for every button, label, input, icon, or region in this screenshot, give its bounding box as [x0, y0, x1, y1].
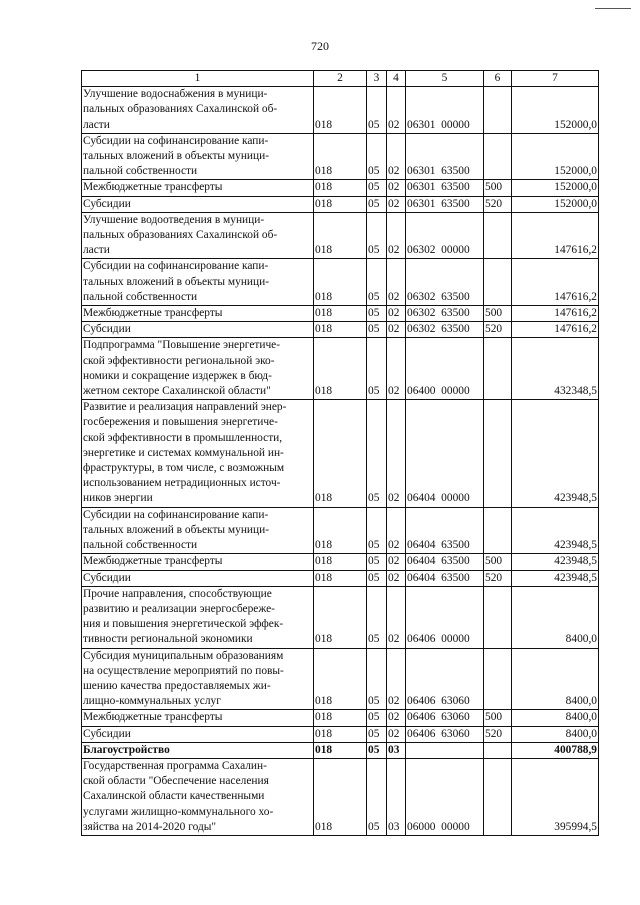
row-name: Субсидии на софинансирование капи- тальных вложений в объекты муници- пальной собственности [82, 507, 314, 554]
page-number: 720 [311, 39, 329, 53]
row-amount: 400788,9 [512, 742, 599, 758]
row-amount: 423948,5 [512, 507, 599, 554]
row-subsection-code: 02 [387, 322, 406, 338]
row-section-code: 05 [367, 726, 387, 742]
row-amount: 147616,2 [512, 322, 599, 338]
table-row [82, 133, 599, 180]
budget-table [81, 70, 599, 836]
row-name: Межбюджетные трансферты [82, 710, 314, 726]
table-row [82, 570, 599, 586]
row-ved-code: 018 [314, 758, 367, 835]
row-subsection-code: 02 [387, 400, 406, 507]
row-name: Межбюджетные трансферты [82, 180, 314, 196]
row-expense-type [484, 648, 512, 710]
row-subsection-code: 02 [387, 87, 406, 134]
row-target-article: 06404 63500 [406, 554, 484, 570]
row-subsection-code: 02 [387, 554, 406, 570]
row-section-code: 05 [367, 758, 387, 835]
row-name: Подпрограмма "Повышение энергетиче- ской эффективности региональной эко- номики и сокращение издержек в бюд- жетном секторе Сахалинской области" [82, 338, 314, 400]
header-col-6: 6 [484, 71, 512, 87]
row-expense-type: 520 [484, 570, 512, 586]
row-expense-type [484, 212, 512, 259]
row-target-article: 06302 00000 [406, 212, 484, 259]
row-subsection-code: 02 [387, 306, 406, 322]
row-target-article: 06000 00000 [406, 758, 484, 835]
table-row [82, 648, 599, 710]
table-row [82, 726, 599, 742]
row-target-article: 06302 63500 [406, 306, 484, 322]
row-expense-type: 500 [484, 180, 512, 196]
row-section-code: 05 [367, 338, 387, 400]
table-row [82, 554, 599, 570]
row-name: Развитие и реализация направлений энер- госбережения и повышения энергетиче- ской эффективности в промышленности, энергетике и системах коммунальной ин- фраструктуры, в том числе, с возможным использованием нетрадиционных источ- ников энергии [82, 400, 314, 507]
row-subsection-code: 02 [387, 196, 406, 212]
row-name: Субсидии [82, 322, 314, 338]
row-target-article: 06301 00000 [406, 87, 484, 134]
table-row [82, 322, 599, 338]
row-subsection-code: 02 [387, 133, 406, 180]
header-col-2: 2 [314, 71, 367, 87]
row-section-code: 05 [367, 554, 387, 570]
row-name: Субсидии [82, 196, 314, 212]
row-amount: 147616,2 [512, 306, 599, 322]
table-row [82, 306, 599, 322]
row-subsection-code: 03 [387, 758, 406, 835]
row-ved-code: 018 [314, 322, 367, 338]
row-target-article: 06404 00000 [406, 400, 484, 507]
row-expense-type [484, 400, 512, 507]
row-name: Межбюджетные трансферты [82, 554, 314, 570]
row-name: Субсидии [82, 570, 314, 586]
row-target-article: 06406 63060 [406, 648, 484, 710]
row-subsection-code: 03 [387, 742, 406, 758]
row-target-article: 06406 63060 [406, 726, 484, 742]
row-ved-code: 018 [314, 710, 367, 726]
row-amount: 423948,5 [512, 400, 599, 507]
row-target-article: 06302 63500 [406, 259, 484, 306]
row-ved-code: 018 [314, 648, 367, 710]
row-ved-code: 018 [314, 554, 367, 570]
row-ved-code: 018 [314, 586, 367, 648]
row-amount: 423948,5 [512, 554, 599, 570]
row-expense-type: 500 [484, 710, 512, 726]
row-section-code: 05 [367, 133, 387, 180]
row-subsection-code: 02 [387, 212, 406, 259]
row-amount: 8400,0 [512, 710, 599, 726]
row-target-article: 06301 63500 [406, 133, 484, 180]
corner-scan-mark [595, 8, 631, 9]
row-ved-code: 018 [314, 400, 367, 507]
header-row [82, 71, 599, 87]
row-ved-code: 018 [314, 133, 367, 180]
table-row [82, 758, 599, 835]
row-ved-code: 018 [314, 196, 367, 212]
row-ved-code: 018 [314, 338, 367, 400]
row-subsection-code: 02 [387, 726, 406, 742]
row-ved-code: 018 [314, 726, 367, 742]
row-section-code: 05 [367, 212, 387, 259]
table-row [82, 338, 599, 400]
row-target-article [406, 742, 484, 758]
row-amount: 152000,0 [512, 196, 599, 212]
row-subsection-code: 02 [387, 507, 406, 554]
row-amount: 147616,2 [512, 259, 599, 306]
row-amount: 147616,2 [512, 212, 599, 259]
row-section-code: 05 [367, 196, 387, 212]
header-col-3: 3 [367, 71, 387, 87]
row-expense-type [484, 87, 512, 134]
table-row [82, 196, 599, 212]
row-amount: 152000,0 [512, 133, 599, 180]
row-amount: 152000,0 [512, 87, 599, 134]
row-section-code: 05 [367, 87, 387, 134]
row-expense-type [484, 742, 512, 758]
row-section-code: 05 [367, 742, 387, 758]
row-expense-type: 520 [484, 322, 512, 338]
row-subsection-code: 02 [387, 648, 406, 710]
table-row [82, 507, 599, 554]
row-name: Субсидии [82, 726, 314, 742]
row-name: Государственная программа Сахалин- ской области "Обеспечение населения Сахалинской области качественными услугами жилищно-коммунального хо- зяйства на 2014-2020 годы" [82, 758, 314, 835]
row-section-code: 05 [367, 586, 387, 648]
row-name: Прочие направления, способствующие развитию и реализации энергосбереже- ния и повышения энергетической эффек- тивности региональной экономики [82, 586, 314, 648]
row-ved-code: 018 [314, 742, 367, 758]
row-section-code: 05 [367, 322, 387, 338]
row-section-code: 05 [367, 710, 387, 726]
row-target-article: 06404 63500 [406, 507, 484, 554]
row-subsection-code: 02 [387, 180, 406, 196]
table-row [82, 87, 599, 134]
table-row [82, 400, 599, 507]
row-expense-type [484, 507, 512, 554]
row-expense-type: 500 [484, 554, 512, 570]
row-section-code: 05 [367, 259, 387, 306]
row-name: Субсидии на софинансирование капи- тальных вложений в объекты муници- пальной собственности [82, 133, 314, 180]
row-section-code: 05 [367, 648, 387, 710]
row-subsection-code: 02 [387, 338, 406, 400]
header-col-4: 4 [387, 71, 406, 87]
row-target-article: 06406 63060 [406, 710, 484, 726]
row-expense-type [484, 133, 512, 180]
row-section-code: 05 [367, 570, 387, 586]
row-name: Благоустройство [82, 742, 314, 758]
row-expense-type [484, 338, 512, 400]
row-ved-code: 018 [314, 212, 367, 259]
row-amount: 152000,0 [512, 180, 599, 196]
table-row [82, 180, 599, 196]
row-ved-code: 018 [314, 570, 367, 586]
row-target-article: 06406 00000 [406, 586, 484, 648]
row-name: Улучшение водоснабжения в муници- пальных образованиях Сахалинской об- ласти [82, 87, 314, 134]
table-row [82, 586, 599, 648]
row-name: Субсидия муниципальным образованиям на осуществление мероприятий по повы- шению качества предоставляемых жи- лищно-коммунальных услуг [82, 648, 314, 710]
row-subsection-code: 02 [387, 259, 406, 306]
row-ved-code: 018 [314, 306, 367, 322]
row-section-code: 05 [367, 400, 387, 507]
row-name: Улучшение водоотведения в муници- пальных образованиях Сахалинской об- ласти [82, 212, 314, 259]
table-body [82, 87, 599, 836]
table-row [82, 259, 599, 306]
row-amount: 395994,5 [512, 758, 599, 835]
row-expense-type [484, 758, 512, 835]
table-row [82, 710, 599, 726]
row-subsection-code: 02 [387, 570, 406, 586]
header-col-7: 7 [512, 71, 599, 87]
row-target-article: 06301 63500 [406, 180, 484, 196]
row-target-article: 06404 63500 [406, 570, 484, 586]
row-target-article: 06302 63500 [406, 322, 484, 338]
row-ved-code: 018 [314, 87, 367, 134]
row-subsection-code: 02 [387, 710, 406, 726]
header-col-1: 1 [82, 71, 314, 87]
row-section-code: 05 [367, 507, 387, 554]
row-expense-type: 520 [484, 726, 512, 742]
table-row [82, 742, 599, 758]
row-amount: 8400,0 [512, 586, 599, 648]
row-name: Субсидии на софинансирование капи- тальных вложений в объекты муници- пальной собственности [82, 259, 314, 306]
row-amount: 423948,5 [512, 570, 599, 586]
row-ved-code: 018 [314, 507, 367, 554]
row-target-article: 06400 00000 [406, 338, 484, 400]
row-ved-code: 018 [314, 180, 367, 196]
row-section-code: 05 [367, 306, 387, 322]
row-amount: 8400,0 [512, 648, 599, 710]
header-col-5: 5 [406, 71, 484, 87]
row-amount: 432348,5 [512, 338, 599, 400]
row-section-code: 05 [367, 180, 387, 196]
row-amount: 8400,0 [512, 726, 599, 742]
row-name: Межбюджетные трансферты [82, 306, 314, 322]
row-expense-type [484, 586, 512, 648]
row-expense-type: 500 [484, 306, 512, 322]
table-row [82, 212, 599, 259]
row-ved-code: 018 [314, 259, 367, 306]
row-expense-type [484, 259, 512, 306]
row-subsection-code: 02 [387, 586, 406, 648]
row-target-article: 06301 63500 [406, 196, 484, 212]
row-expense-type: 520 [484, 196, 512, 212]
